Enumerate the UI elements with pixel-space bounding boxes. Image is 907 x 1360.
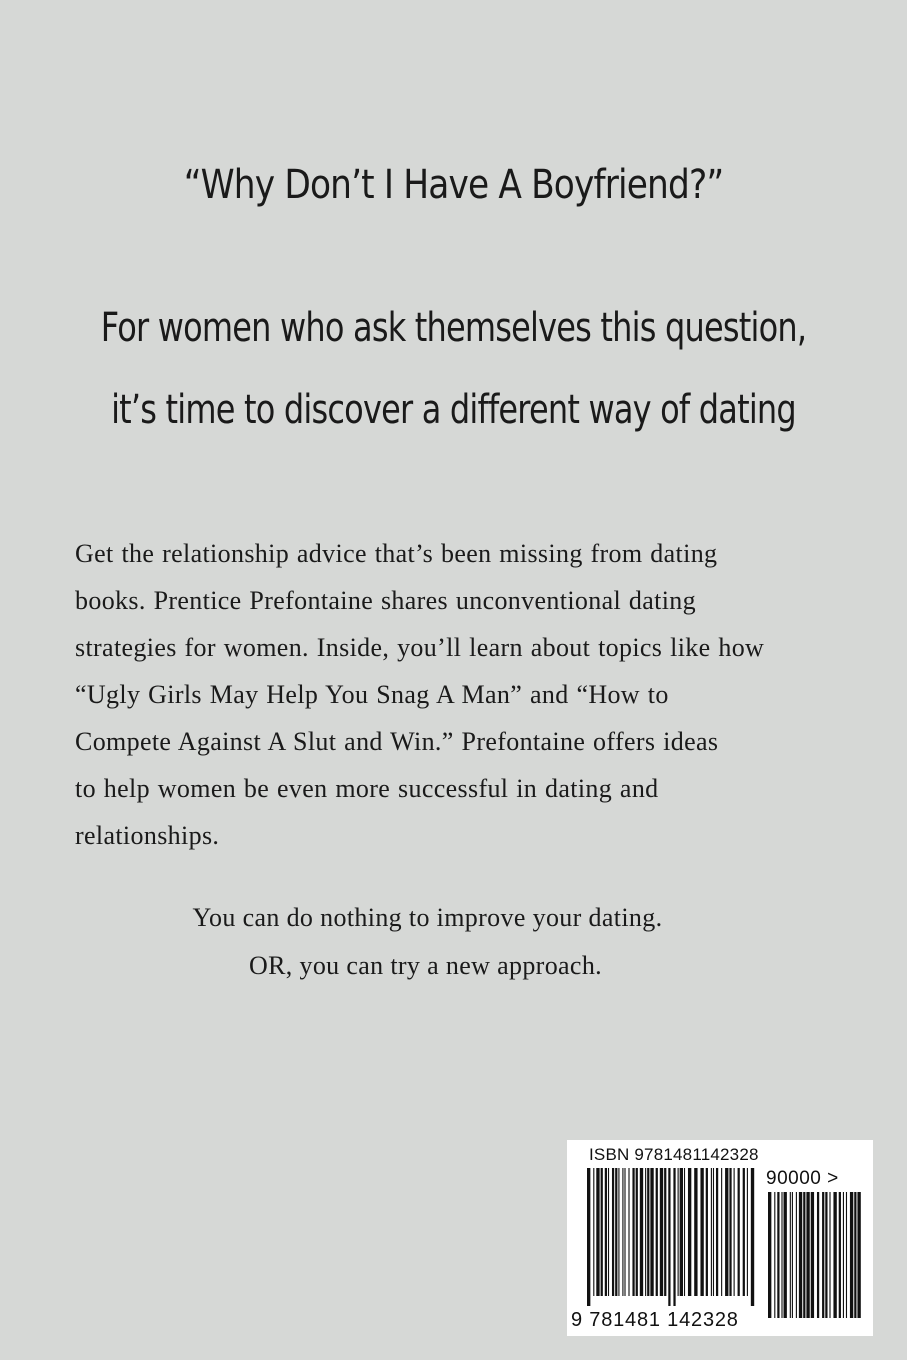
barcode-bar: [806, 1192, 809, 1318]
blurb-line: strategies for women. Inside, you’ll learn about topics like how: [75, 633, 765, 662]
barcode-bar: [743, 1168, 745, 1296]
barcode-bar: [822, 1192, 824, 1318]
cover-title: “Why Don’t I Have A Boyfriend?”: [183, 162, 724, 208]
barcode-bar: [640, 1168, 643, 1296]
barcode-bar: [647, 1168, 649, 1296]
barcode-bar: [632, 1168, 634, 1296]
blurb-line: Get the relationship advice that’s been missing from dating: [75, 539, 718, 568]
barcode-bar: [803, 1192, 805, 1318]
barcode-bars-main: [587, 1168, 755, 1306]
barcode-bar: [694, 1168, 697, 1296]
barcode-bar: [622, 1168, 623, 1296]
isbn-digits: 9 781481 142328: [571, 1309, 739, 1331]
barcode-bar: [615, 1168, 617, 1296]
barcode-bar: [734, 1168, 735, 1296]
barcode-bar: [680, 1168, 683, 1296]
price-code: 90000 >: [766, 1168, 839, 1189]
barcode-bar: [796, 1192, 797, 1318]
barcode-bar: [656, 1168, 658, 1296]
blurb-line: to help women be even more successful in dating and: [75, 774, 659, 803]
barcode-bar: [700, 1168, 703, 1296]
barcode-bar: [688, 1168, 691, 1296]
subtitle-line: it’s time to discover a different way of dating: [111, 387, 796, 433]
barcode-bar: [839, 1192, 841, 1318]
barcode-bar: [857, 1192, 860, 1318]
barcode-bar: [854, 1192, 856, 1318]
barcode-bar: [664, 1168, 666, 1296]
barcode-bar: [716, 1168, 718, 1296]
subtitle-line: For women who ask themselves this question,: [100, 305, 807, 351]
barcode-bar: [608, 1168, 609, 1296]
blurb-line: Compete Against A Slut and Win.” Prefontaine offers ideas: [75, 727, 719, 756]
barcode-bar: [684, 1168, 685, 1296]
barcode-bar: [817, 1192, 819, 1318]
barcode-bar: [593, 1168, 594, 1296]
barcode-bar: [678, 1168, 679, 1296]
barcode-bar: [673, 1168, 675, 1306]
barcode-bar: [721, 1168, 722, 1296]
barcode-bar: [784, 1192, 787, 1318]
blurb-paragraph: [75, 530, 845, 859]
barcode-bar: [729, 1168, 731, 1296]
barcode-bar: [777, 1192, 779, 1318]
barcode-bar: [636, 1168, 638, 1296]
barcode-bar: [596, 1168, 599, 1296]
barcode-bar: [790, 1192, 791, 1318]
barcode-bar: [628, 1168, 629, 1296]
barcode-bar: [768, 1192, 771, 1318]
barcode-bar: [601, 1168, 603, 1296]
isbn-barcode: [567, 1140, 873, 1336]
barcode-bar: [624, 1168, 625, 1296]
barcode-bar: [713, 1168, 714, 1296]
barcode-bar: [850, 1192, 853, 1318]
blurb-line: books. Prentice Prefontaine shares unconventional dating: [75, 586, 696, 615]
blurb-line: relationships.: [75, 821, 220, 850]
barcode-bar: [781, 1192, 782, 1318]
barcode-bar: [706, 1168, 708, 1296]
barcode-bar: [792, 1192, 793, 1318]
barcode-bar: [587, 1168, 590, 1306]
barcode-bar: [618, 1168, 619, 1296]
barcode-bars-addon: [768, 1192, 861, 1328]
barcode-bar: [668, 1168, 670, 1306]
barcode-bar: [846, 1192, 847, 1318]
barcode-bar: [829, 1192, 830, 1318]
barcode-bar: [799, 1192, 802, 1318]
barcode-bar: [751, 1168, 754, 1306]
barcode-bar: [825, 1192, 827, 1318]
barcode-bar: [612, 1168, 614, 1296]
barcode-bar: [747, 1168, 748, 1296]
barcode-bar: [774, 1192, 775, 1318]
barcode-bar: [605, 1168, 607, 1296]
barcode-bar: [738, 1168, 740, 1296]
barcode-bar: [650, 1168, 653, 1296]
closing-line: OR, you can try a new approach.: [248, 951, 603, 980]
blurb-line: “Ugly Girls May Help You Snag A Man” and “How to: [75, 680, 669, 709]
barcode-bar: [843, 1192, 844, 1318]
barcode-bar: [660, 1168, 663, 1296]
isbn-label: ISBN 9781481142328: [589, 1145, 759, 1164]
barcode-bar: [725, 1168, 728, 1296]
closing-line: You can do nothing to improve your dating.: [192, 903, 663, 932]
barcode-bar: [711, 1168, 712, 1296]
barcode-bar: [833, 1192, 836, 1318]
barcode-bar: [811, 1192, 814, 1318]
barcode-bar: [645, 1168, 646, 1296]
